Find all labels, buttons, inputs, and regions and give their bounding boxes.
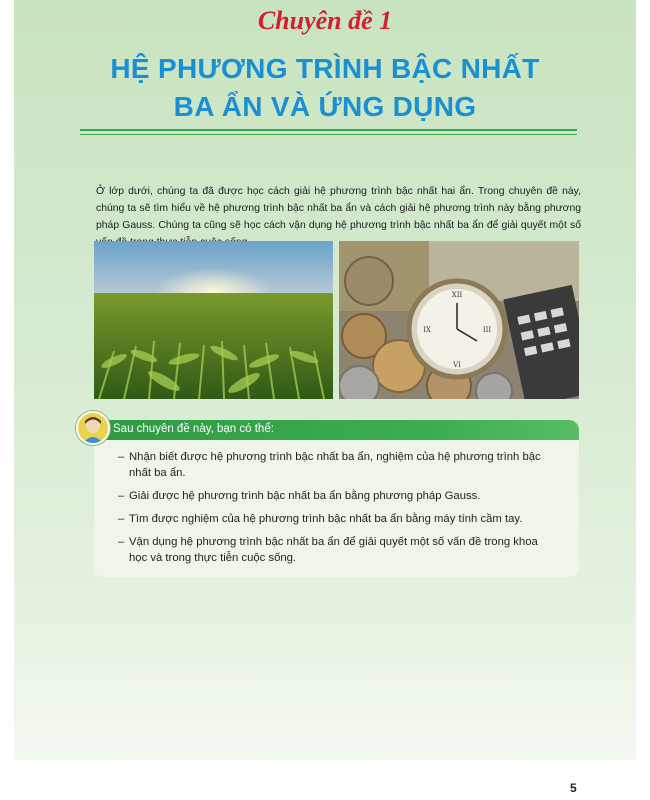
objectives-list [118, 449, 558, 573]
objectives-heading: Sau chuyên đề này, bạn có thể: [113, 423, 274, 435]
chapter-title-line-1: HỆ PHƯƠNG TRÌNH BẬC NHẤT [110, 53, 540, 84]
objective-item: – Nhận biết được hệ phương trình bậc nhất ba ẩn, nghiệm của hệ phương trình bậc nhất ba ẩn. [118, 451, 541, 479]
student-avatar-icon [76, 411, 110, 445]
svg-text:XII: XII [451, 291, 463, 299]
chapter-label: Chuyên đề 1 [257, 6, 393, 35]
intro-paragraph: Ở lớp dưới, chúng ta đã được học cách giải hệ phương trình bậc nhất hai ẩn. Trong chuyên đề này, chúng ta sẽ tìm hiểu về hệ phương trình bậc nhất ba ẩn và cách giải hệ phương trình này bằng phương pháp Gauss. Chúng ta cũng sẽ học cách vận dụng hệ phương trình bậc nhất ba ẩn để giải quyết một số [96, 186, 581, 231]
svg-text:IX: IX [423, 326, 431, 334]
svg-text:VI: VI [453, 361, 461, 369]
chapter-title-line-2: BA ẨN VÀ ỨNG DỤNG [173, 91, 477, 122]
cornfield-sunset-image [94, 241, 333, 399]
objective-item: – Vận dụng hệ phương trình bậc nhất ba ẩn để giải quyết một số vấn đề trong khoa học và trong thực tiễn cuộc sống. [118, 536, 538, 564]
cornfield-photo [94, 241, 333, 399]
money-clock-photo [339, 241, 579, 399]
title-divider-thick [80, 129, 577, 131]
chapter-title [0, 50, 650, 126]
svg-text:III: III [482, 326, 492, 334]
pocket-watch-coins-calculator-image [339, 241, 579, 399]
title-divider-thin [80, 134, 577, 135]
objective-item: – Tìm được nghiệm của hệ phương trình bậc nhất ba ẩn bằng máy tính cầm tay. [118, 513, 523, 525]
objective-item: – Giải được hệ phương trình bậc nhất ba ẩn bằng phương pháp Gauss. [118, 490, 481, 502]
page-number: 5 [570, 781, 577, 795]
